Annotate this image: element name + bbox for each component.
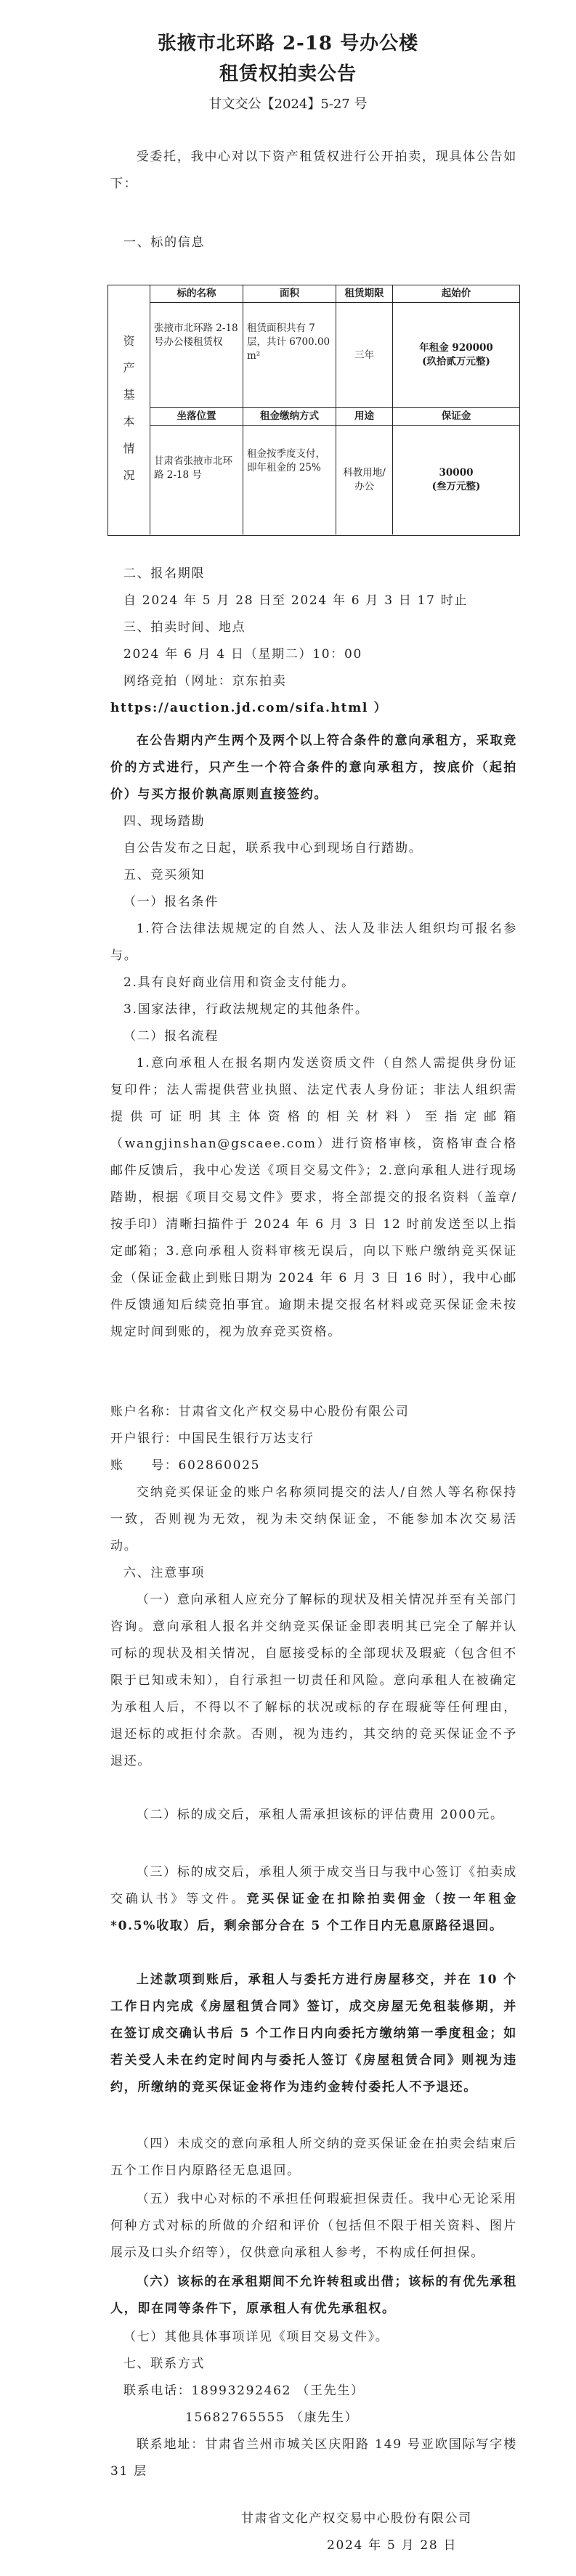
section3-heading: 三、拍卖时间、地点 [123,620,246,635]
process-paragraph: 1.意向承租人在报名期内发送资质文件（自然人需提供身份证复印件；法人需提供营业执照、法定代表人身份证；非法人组织需提供可证明其主体资格的相关材料）至指定邮箱（wangjinshan@gscaee.com）进行资格审核，资格审查合格邮件反馈后，我中心发送《项目交易文件》；2.意向承租人进行现场踏勘，根据《项目交易文件》要求，将全部提交的报名资料（盖章/按手印）清晰扫描件于 2024 年 6 月 3 日 12 时前发送至以上指定邮箱；3.意向承租人资料审核无误后，向以下账户缴纳竞买保证金（保证金截止到账日期为 2024 年 6 月 3 日 16 时），我中心邮件反馈通知后续竞拍事宜。逾期未提交报名材料或竞买保证金未按规定时间到账的，视为放弃竞买资格。 [110,1056,517,1339]
side-char: 况 [123,468,135,482]
doc-number: 甘文交公【2024】5-27 号 [208,97,368,112]
sub-heading-conditions: （一）报名条件 [123,895,219,909]
condition-2: 2.具有良好商业信用和资金支付能力。 [123,975,355,990]
value-area: 租赁面积共有 7 层，共计 6700.00 m² [243,303,336,408]
side-char: 基 [123,388,135,402]
note-2: （二）标的成交后，承租人需承担该标的评估费用 2000元。 [136,1808,504,1822]
footer-date: 2024 年 5 月 28 日 [327,2538,458,2553]
note-3-continued: 上述款项到账后，承租人与委托方进行房屋移交，并在 10 个工作日内完成《房屋租赁合同》签订，成交房屋无免租装修期，并在签订成交确认书后 5 个工作日内向委托方缴纳第一季度租金；如若关受人未在约定时间内与委托人签订《房屋租赁合同》则视为违约，所缴纳的竞买保证金将作为违约金转付委托人不予退还。 [110,1972,517,2094]
header-location: 坐落位置 [150,408,243,426]
note-5: （五）我中心对标的不承担任何瑕疵担保责任。我中心无论采用何种方式对标的所做的介绍和评价（包括但不限于相关资料、图片展示及口头介绍等），仅供意向承租人参考，不构成任何担保。 [110,2192,517,2260]
title-line2: 租赁权拍卖公告 [219,63,357,85]
value-location: 甘肃省张掖市北环路 2-18 号 [150,426,243,535]
title-line1: 张掖市北环路 2-18 号办公楼 [157,33,419,54]
price-words: (玖拾贰万元整) [422,356,490,367]
condition-1: 1.符合法律法规规定的自然人、法人及非法人组织均可报名参与。 [110,922,517,963]
account-name: 账户名称：甘肃省文化产权交易中心股份有限公司 [110,1405,410,1419]
sub-heading-process: （二）报名流程 [123,1029,219,1044]
header-usage: 用途 [336,408,393,426]
condition-3: 3.国家法律，行政法规规定的其他条件。 [123,1002,369,1017]
side-char: 产 [123,361,135,375]
value-price [393,303,519,408]
section6-heading: 六、注意事项 [123,1566,206,1580]
asset-info-table [108,285,520,536]
deposit-note: 交纳竞买保证金的账户名称须同提交的法人/自然人等名称保持一致，否则视为无效，视为未交纳保证金，不能参加本次交易活动。 [110,1485,517,1553]
site-inspection-text: 自公告发布之日起，联系我中心到现场自行踏勘。 [123,841,423,856]
value-name: 张掖市北环路 2-18 号办公楼租赁权 [150,303,243,408]
value-payment: 租金按季度支付，即年租金的 25% [243,426,336,535]
header-name: 标的名称 [150,285,243,303]
section4-heading: 四、现场踏勘 [123,814,206,829]
contact-address: 联系地址：甘肃省兰州市城关区庆阳路 149 号亚欧国际写字楼 31 层 [110,2437,517,2479]
footer-organization: 甘肃省文化产权交易中心股份有限公司 [241,2511,472,2526]
auction-url[interactable]: https://auction.jd.com/sifa.html ） [110,701,388,715]
auction-time: 2024 年 6 月 4 日（星期二）10：00 [123,647,362,662]
side-char: 资 [123,334,135,348]
value-usage: 科教用地/办公 [336,426,393,535]
value-term: 三年 [336,303,393,408]
section5-heading: 五、竞买须知 [123,868,206,882]
header-area: 面积 [243,285,336,303]
side-char: 本 [123,415,135,428]
deposit-amount: 30000 [439,467,474,479]
header-payment: 租金缴纳方式 [243,408,336,426]
bidding-rule: 在公告期内产生两个及两个以上符合条件的意向承租方，采取竞价的方式进行，只产生一个符合条件的意向承租方，按底价（起拍价）与买方报价孰高原则直接签约。 [110,734,517,802]
asset-basic-label [108,285,150,535]
note-6: （六）该标的在承租期间不允许转租或出借；该标的有优先承租人，即在同等条件下，原承租人有优先承租权。 [110,2275,517,2316]
header-term: 租赁期限 [336,285,393,303]
account-bank: 开户银行：中国民生银行万达支行 [110,1431,315,1446]
note-3-bold: 竞买保证金在扣除拍卖佣金（按一年租金*0.5%收取）后，剩余部分合在 5 个工作日内无息原路径退回。 [110,1892,517,1933]
header-deposit: 保证金 [393,408,519,426]
section1-heading: 一、标的信息 [123,235,206,250]
header-price: 起始价 [393,285,519,303]
side-char: 情 [123,442,135,455]
section7-heading: 七、联系方式 [123,2357,206,2371]
registration-period: 自 2024 年 5 月 28 日至 2024 年 6 月 3 日 17 时止 [123,593,468,608]
note-7: （七）其他具体事项详见《项目交易文件》。 [123,2330,389,2344]
intro-paragraph: 受委托，我中心对以下资产租赁权进行公开拍卖，现具体公告如下： [110,150,517,191]
note-3-normal: （三）标的成交后，承租人须于成交当日与我中心签订《拍卖成交确认书》等文件。 [110,1865,517,1906]
auction-platform: 网络竞拍（网址：京东拍卖 [123,674,287,688]
account-number: 账 号：602860025 [110,1458,261,1473]
price-amount: 年租金 920000 [419,342,493,354]
contact-phone-2: 15682765555 （康先生） [185,2410,359,2425]
deposit-words: (叁万元整) [431,481,481,492]
note-1: （一）意向承租人应充分了解标的现状及相关情况并至有关部门咨询。意向承租人报名并交纳竞买保证金即表明其已完全了解并认可标的现状及相关情况，自愿接受标的全部现状及瑕疵（包含但不限于已知或未知），自行承担一切责任和风险。意向承租人在被确定为承租人后，不得以不了解标的状况或标的存在瑕疵等任何理由，退还标的或拒付余款。否则，视为违约，其交纳的竞买保证金不予退还。 [110,1593,517,1768]
contact-phone-1: 联系电话：18993292462 （王先生） [123,2384,365,2398]
section2-heading: 二、报名期限 [123,566,206,581]
value-deposit [393,426,519,535]
note-3 [110,1859,517,1940]
note-4: （四）未成交的意向承租人所交纳的竞买保证金在拍卖会结束后五个工作日内原路径无息退回。 [110,2137,517,2178]
